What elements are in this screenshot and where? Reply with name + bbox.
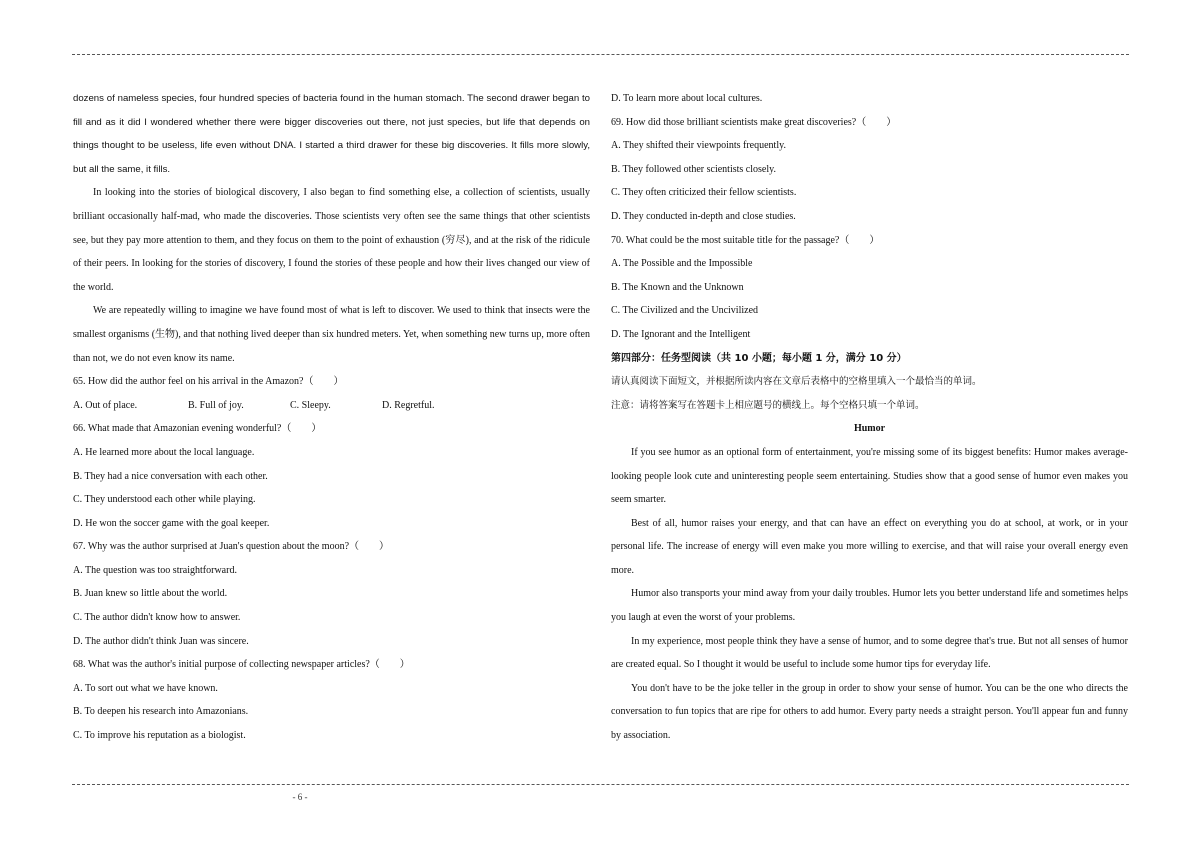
option-c: C. They often criticized their fellow scientists. [611, 187, 797, 199]
page-number: - 6 - [292, 792, 308, 802]
question-67: 67. Why was the author surprised at Juan's question about the moon?（ ） [73, 541, 390, 553]
option-d: D. To learn more about local cultures. [611, 93, 763, 104]
passage-paragraph: In my experience, most people think they have a sense of humor, and to some degree that's true. But not all senses of humor are created equal. So I thought it would be useful to include some humor tips for everyday life. [611, 635, 1128, 671]
option-a: A. Out of place. [73, 399, 138, 411]
option-c: C. The Civilized and the Uncivilized [611, 305, 759, 317]
option-b: B. They followed other scientists closely. [611, 163, 776, 175]
left-column [73, 87, 590, 748]
option-c: C. The author didn't know how to answer. [73, 612, 241, 624]
option-a: A. The Possible and the Impossible [611, 258, 753, 270]
option-a: A. The question was too straightforward. [73, 564, 237, 576]
section-heading: 第四部分：任务型阅读（共 10 小题；每小题 1 分，满分 10 分） [611, 352, 907, 364]
option-a: A. They shifted their viewpoints frequently. [611, 140, 786, 152]
option-b: B. Full of joy. [188, 399, 244, 411]
passage-title: Humor [853, 423, 886, 435]
passage-paragraph: dozens of nameless species, four hundred species of bacteria found in the human stomach. The second drawer began to fill and as it did I wondered whether there were bigger discoveries out there, not just species, but life that depends on things thought to be useless, life even without DNA. I started a third drawer for these big discoveries. It fills more slowly, but all the same, it fills. [73, 93, 590, 175]
instruction-note: 注意：请将答案写在答题卡上相应题号的横线上。每个空格只填一个单词。 [611, 399, 925, 411]
option-d: D. The author didn't think Juan was sincere. [73, 635, 249, 647]
question-65-options [73, 394, 590, 418]
question-69: 69. How did those brilliant scientists make great discoveries?（ ） [611, 116, 897, 128]
option-d: D. He won the soccer game with the goal keeper. [73, 517, 270, 529]
option-b: B. Juan knew so little about the world. [73, 588, 228, 600]
passage-paragraph: If you see humor as an optional form of entertainment, you're missing some of its biggest benefits: Humor makes average-looking people look cute and uninteresting people seem entertaining. Studies show that a good sense of humor even makes you seem smarter. [611, 446, 1128, 506]
option-b: B. They had a nice conversation with each other. [73, 470, 268, 482]
question-66: 66. What made that Amazonian evening wonderful?（ ） [73, 423, 322, 435]
question-68: 68. What was the author's initial purpose of collecting newspaper articles?（ ） [73, 659, 410, 671]
option-c: C. To improve his reputation as a biologist. [73, 730, 246, 742]
option-c: C. They understood each other while playing. [73, 494, 256, 506]
question-70: 70. What could be the most suitable title for the passage?（ ） [611, 234, 880, 246]
option-c: C. Sleepy. [290, 399, 331, 411]
bottom-divider [72, 784, 1129, 785]
option-b: B. To deepen his research into Amazonians. [73, 706, 249, 718]
instruction: 请认真阅读下面短文，并根据所读内容在文章后表格中的空格里填入一个最恰当的单词。 [611, 376, 982, 388]
option-d: D. They conducted in-depth and close studies. [611, 210, 796, 222]
question-65: 65. How did the author feel on his arrival in the Amazon?（ ） [73, 376, 344, 388]
passage-paragraph: You don't have to be the joke teller in the group in order to show your sense of humor. You can be the one who directs the conversation to fun topics that are ripe for others to add humor. Every party needs a straight person. You'll appear fun and funny by association. [611, 682, 1128, 742]
passage-paragraph: Best of all, humor raises your energy, and that can have an effect on everything you do at school, at work, or in your personal life. The increase of energy will even make you more willing to exercise, and that will raise your overall energy even more. [611, 517, 1128, 576]
option-b: B. The Known and the Unknown [611, 281, 744, 293]
option-a: A. To sort out what we have known. [73, 682, 218, 694]
top-divider [72, 54, 1129, 55]
option-d: D. Regretful. [382, 399, 435, 411]
passage-paragraph: In looking into the stories of biological discovery, I also began to find something else, a collection of scientists, usually brilliant occasionally half-mad, who made the discoveries. Those scientists very often see the same things that other scientists see, but they pay more attention to them, and they focus on them to the point of exhaustion (穷尽), and at the risk of the ridicule of their peers. In looking for the stories of discovery, I found the stories of these people and how their lives changed our view of the world. [73, 187, 590, 293]
passage-paragraph: Humor also transports your mind away from your daily troubles. Humor lets you better understand life and sometimes helps you laugh at even the worst of your problems. [611, 588, 1128, 624]
passage-paragraph: We are repeatedly willing to imagine we have found most of what is left to discover. We used to think that insects were the smallest organisms (生物), and that nothing lived deeper than six hundred meters. Yet, when something new turns up, more often than not, we do not even know its name. [73, 305, 590, 364]
right-column [611, 87, 1128, 748]
option-a: A. He learned more about the local language. [73, 446, 255, 458]
option-d: D. The Ignorant and the Intelligent [611, 328, 751, 340]
